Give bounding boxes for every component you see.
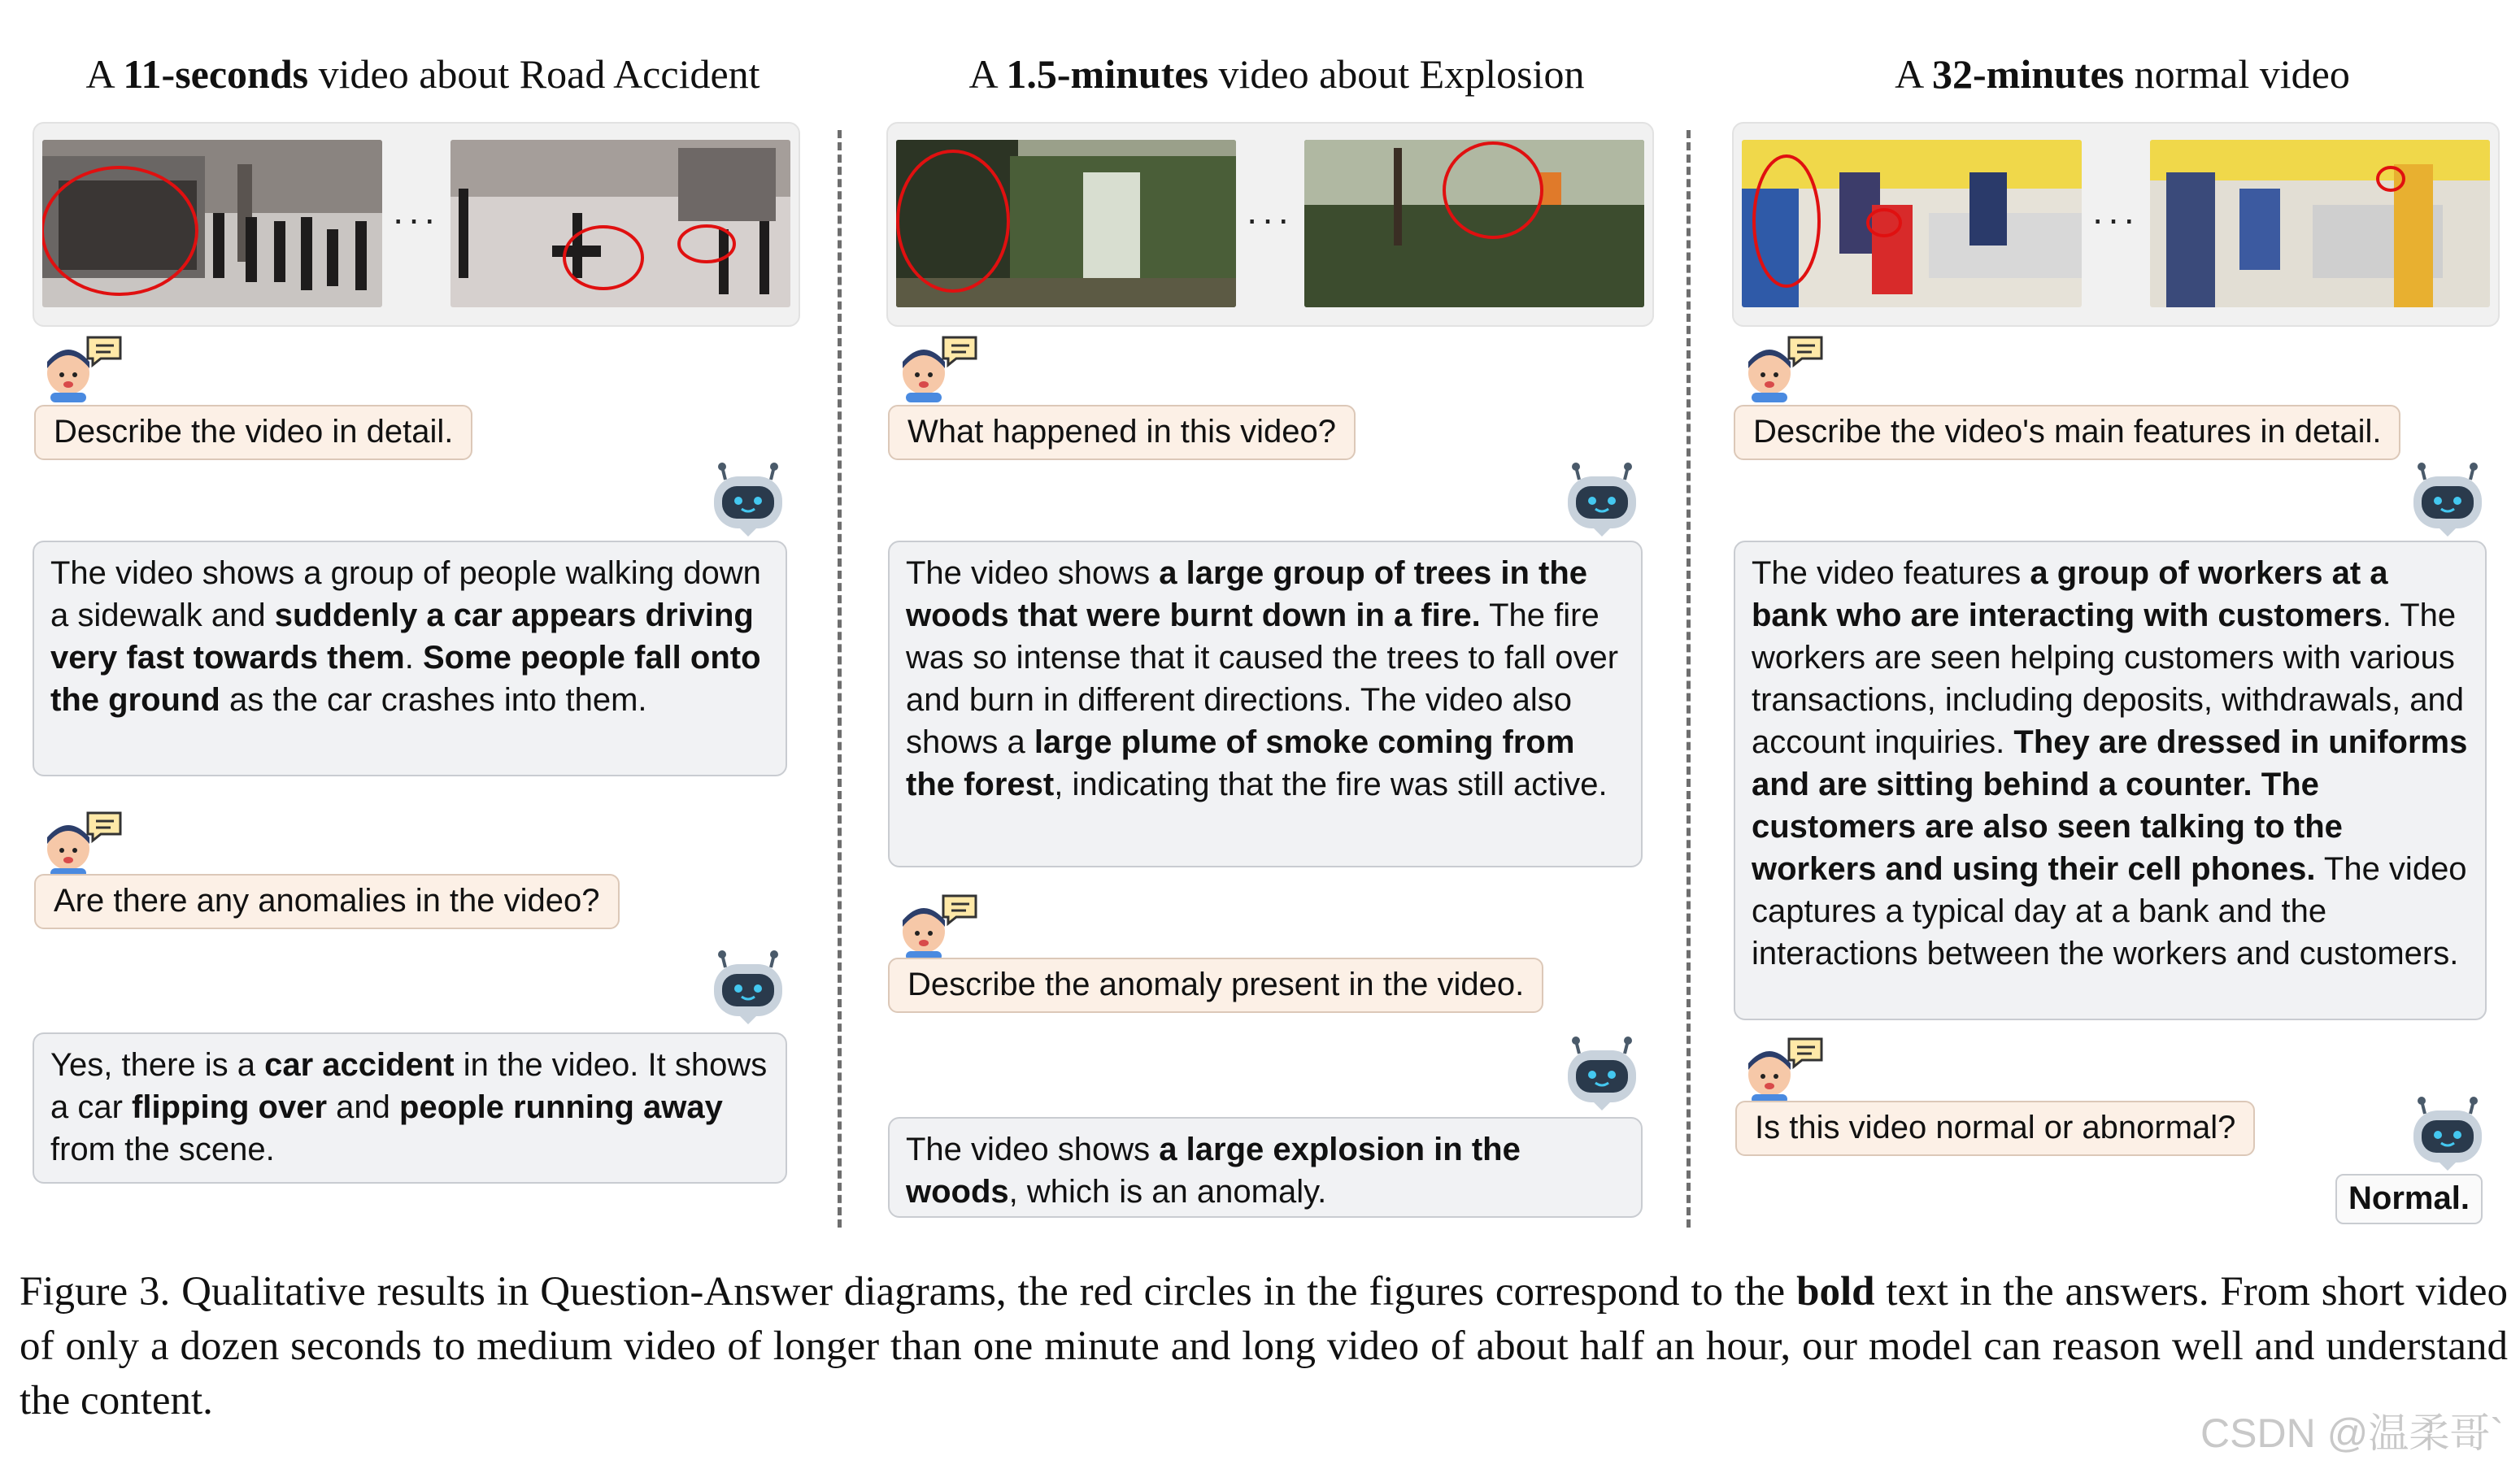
user-avatar-icon (891, 888, 981, 961)
video-frame-first (896, 140, 1236, 307)
question-bubble: Are there any anomalies in the video? (34, 874, 620, 929)
column-title: A 11-seconds video about Road Accident (85, 51, 760, 97)
question-bubble: Describe the video in detail. (34, 405, 472, 460)
answer-bubble: The video features a group of workers at a bank who are interacting with customers. The workers are seen helping customers with various transactions, including deposits, withdrawals, and account inquiries. They are dressed in uniforms and are sitting behind a counter. The customers are also seen talking to the workers and using their cell phones. The video captures a typical day at a bank and the interactions between the workers and customers. (1734, 541, 2487, 1020)
bot-avatar-icon (1561, 460, 1643, 538)
column-title: A 32-minutes normal video (1895, 51, 2350, 97)
answer-tag-normal: Normal. (2335, 1174, 2483, 1224)
video-frame-first (42, 140, 382, 307)
user-avatar-icon (36, 805, 125, 878)
column-divider (838, 130, 842, 1228)
bot-avatar-icon (1561, 1034, 1643, 1112)
video-frame-last (2150, 140, 2490, 307)
bot-avatar-icon (707, 460, 789, 538)
video-frame-first (1742, 140, 2082, 307)
bot-avatar-icon (2407, 1094, 2488, 1172)
bot-avatar-icon (2407, 460, 2488, 538)
question-bubble: Describe the anomaly present in the video. (888, 958, 1543, 1013)
question-bubble: Is this video normal or abnormal? (1735, 1101, 2255, 1156)
answer-bubble: Yes, there is a car accident in the video. It shows a car flipping over and people running away from the scene. (33, 1032, 787, 1184)
bot-avatar-icon (707, 948, 789, 1026)
column-divider (1687, 130, 1691, 1228)
video-frame-strip (33, 122, 800, 327)
video-frame-last (450, 140, 790, 307)
column-title: A 1.5-minutes video about Explosion (968, 51, 1585, 97)
question-bubble: What happened in this video? (888, 405, 1356, 460)
user-avatar-icon (1737, 1031, 1826, 1104)
ellipsis: ··· (2091, 198, 2139, 240)
question-bubble: Describe the video's main features in detail. (1734, 405, 2400, 460)
answer-bubble: The video shows a large explosion in the woods, which is an anomaly. (888, 1117, 1643, 1218)
answer-bubble: The video shows a group of people walking down a sidewalk and suddenly a car appears driving very fast towards them. Some people fall onto the ground as the car crashes into them. (33, 541, 787, 776)
video-frame-strip (886, 122, 1654, 327)
figure-caption: Figure 3. Qualitative results in Question-Answer diagrams, the red circles in the figures correspond to the bold text in the answers. From short video of only a dozen seconds to medium video of longer than one minute and long video of about half an hour, our model can reason well and understand the content. (20, 1269, 2508, 1423)
video-frame-strip (1732, 122, 2500, 327)
answer-bubble: The video shows a large group of trees in the woods that were burnt down in a fire. The fire was so intense that it caused the trees to fall over and burn in different directions. The video also shows a large plume of smoke coming from the forest, indicating that the fire was still active. (888, 541, 1643, 867)
ellipsis: ··· (1246, 198, 1293, 240)
user-avatar-icon (36, 329, 125, 402)
user-avatar-icon (891, 329, 981, 402)
video-frame-last (1304, 140, 1644, 307)
ellipsis: ··· (392, 198, 439, 240)
user-avatar-icon (1737, 329, 1826, 402)
watermark: CSDN @温柔哥` (2200, 1410, 2504, 1456)
